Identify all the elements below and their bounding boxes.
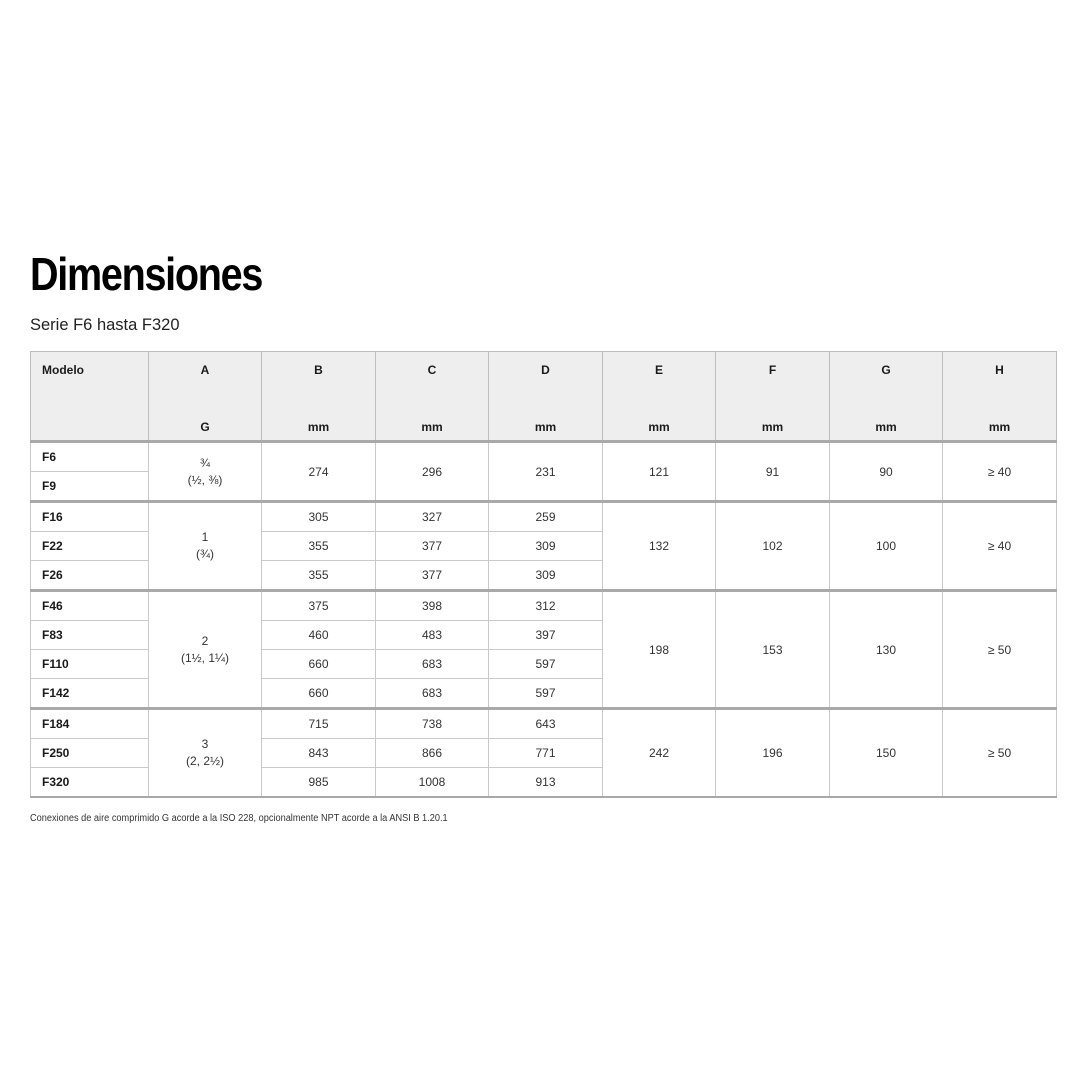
value-cell-c: 738 (376, 709, 489, 739)
model-cell: F22 (31, 532, 149, 561)
connection-a-cell (149, 591, 262, 709)
connection-a-alt: (½, ⅜) (187, 472, 223, 487)
model-cell: F83 (31, 621, 149, 650)
value-cell-h: ≥ 40 (943, 442, 1057, 502)
value-cell-b: 375 (262, 591, 376, 621)
table-group (31, 502, 1057, 591)
table-row (31, 709, 1057, 739)
table-row (31, 502, 1057, 532)
connection-a-main: 3 (201, 737, 209, 751)
header-col-c (376, 352, 489, 442)
header-col-h (943, 352, 1057, 442)
value-cell-b: 843 (262, 739, 376, 768)
value-cell-f: 102 (716, 502, 830, 591)
value-cell-b: 715 (262, 709, 376, 739)
value-cell-d: 312 (489, 591, 603, 621)
table-header (31, 352, 1057, 442)
value-cell-c: 866 (376, 739, 489, 768)
header-unit: mm (875, 420, 897, 434)
model-cell: F184 (31, 709, 149, 739)
value-cell-b: 305 (262, 502, 376, 532)
value-cell-b: 274 (262, 442, 376, 502)
value-cell-g: 90 (830, 442, 943, 502)
connection-a-cell (149, 502, 262, 591)
value-cell-d: 397 (489, 621, 603, 650)
value-cell-e: 242 (603, 709, 716, 798)
value-cell-d: 771 (489, 739, 603, 768)
header-label: B (314, 363, 323, 377)
table-group (31, 442, 1057, 502)
header-unit: mm (307, 420, 330, 434)
header-label: E (654, 363, 663, 377)
table-group (31, 709, 1057, 798)
value-cell-d: 643 (489, 709, 603, 739)
model-cell: F250 (31, 739, 149, 768)
model-cell: F110 (31, 650, 149, 679)
value-cell-c: 1008 (376, 768, 489, 798)
value-cell-f: 153 (716, 591, 830, 709)
header-modelo (31, 352, 149, 442)
value-cell-c: 683 (376, 679, 489, 709)
table-group (31, 591, 1057, 709)
header-col-f (716, 352, 830, 442)
model-cell: F16 (31, 502, 149, 532)
footnote: Conexiones de aire comprimido G acorde a la ISO 228, opcionalmente NPT acorde a la ANSI B 1.20.1 (30, 813, 448, 824)
header-col-d (489, 352, 603, 442)
header-label: H (995, 363, 1004, 377)
value-cell-d: 309 (489, 532, 603, 561)
header-modelo-label: Modelo (42, 363, 84, 377)
value-cell-d: 231 (489, 442, 603, 502)
model-cell: F46 (31, 591, 149, 621)
model-cell: F9 (31, 472, 149, 502)
value-cell-b: 355 (262, 561, 376, 591)
header-label: D (541, 363, 550, 377)
connection-a-main: 1 (201, 530, 209, 544)
connection-a-alt: (2, 2½) (185, 754, 224, 768)
value-cell-d: 597 (489, 679, 603, 709)
header-unit: mm (648, 420, 670, 434)
header-col-b (262, 352, 376, 442)
value-cell-d: 913 (489, 768, 603, 798)
value-cell-c: 296 (376, 442, 489, 502)
connection-a-alt: (1½, 1¼) (180, 650, 230, 665)
header-unit: mm (988, 420, 1011, 434)
model-cell: F320 (31, 768, 149, 798)
value-cell-c: 377 (376, 532, 489, 561)
value-cell-h: ≥ 50 (943, 591, 1057, 709)
table-row (31, 442, 1057, 472)
value-cell-g: 100 (830, 502, 943, 591)
connection-a-cell (149, 442, 262, 502)
header-unit: mm (761, 420, 784, 434)
value-cell-d: 309 (489, 561, 603, 591)
value-cell-f: 196 (716, 709, 830, 798)
page-subtitle: Serie F6 hasta F320 (30, 316, 180, 334)
model-cell: F142 (31, 679, 149, 709)
table-row (31, 591, 1057, 621)
value-cell-c: 483 (376, 621, 489, 650)
value-cell-b: 660 (262, 679, 376, 709)
header-unit: G (200, 420, 210, 434)
value-cell-b: 355 (262, 532, 376, 561)
header-label: G (881, 363, 891, 377)
value-cell-b: 460 (262, 621, 376, 650)
header-unit: mm (534, 420, 557, 434)
value-cell-h: ≥ 40 (943, 502, 1057, 591)
model-cell: F6 (31, 442, 149, 472)
value-cell-f: 91 (716, 442, 830, 502)
header-label: C (427, 363, 437, 377)
value-cell-c: 683 (376, 650, 489, 679)
connection-a-alt: (¾) (196, 547, 214, 561)
header-col-g (830, 352, 943, 442)
header-label: F (768, 363, 777, 377)
value-cell-c: 398 (376, 591, 489, 621)
value-cell-d: 597 (489, 650, 603, 679)
header-col-e (603, 352, 716, 442)
value-cell-c: 327 (376, 502, 489, 532)
connection-a-cell (149, 709, 262, 798)
value-cell-e: 121 (603, 442, 716, 502)
value-cell-c: 377 (376, 561, 489, 591)
dimensions-table (30, 351, 1057, 798)
value-cell-e: 198 (603, 591, 716, 709)
value-cell-g: 130 (830, 591, 943, 709)
value-cell-b: 660 (262, 650, 376, 679)
header-unit: mm (421, 420, 443, 434)
value-cell-b: 985 (262, 768, 376, 798)
page-title: Dimensiones (30, 248, 263, 300)
header-label: A (200, 363, 210, 377)
value-cell-e: 132 (603, 502, 716, 591)
header-col-a (149, 352, 262, 442)
value-cell-h: ≥ 50 (943, 709, 1057, 798)
model-cell: F26 (31, 561, 149, 591)
value-cell-d: 259 (489, 502, 603, 532)
connection-a-main: 2 (201, 633, 209, 648)
connection-a-main: ¾ (199, 455, 210, 470)
value-cell-g: 150 (830, 709, 943, 798)
